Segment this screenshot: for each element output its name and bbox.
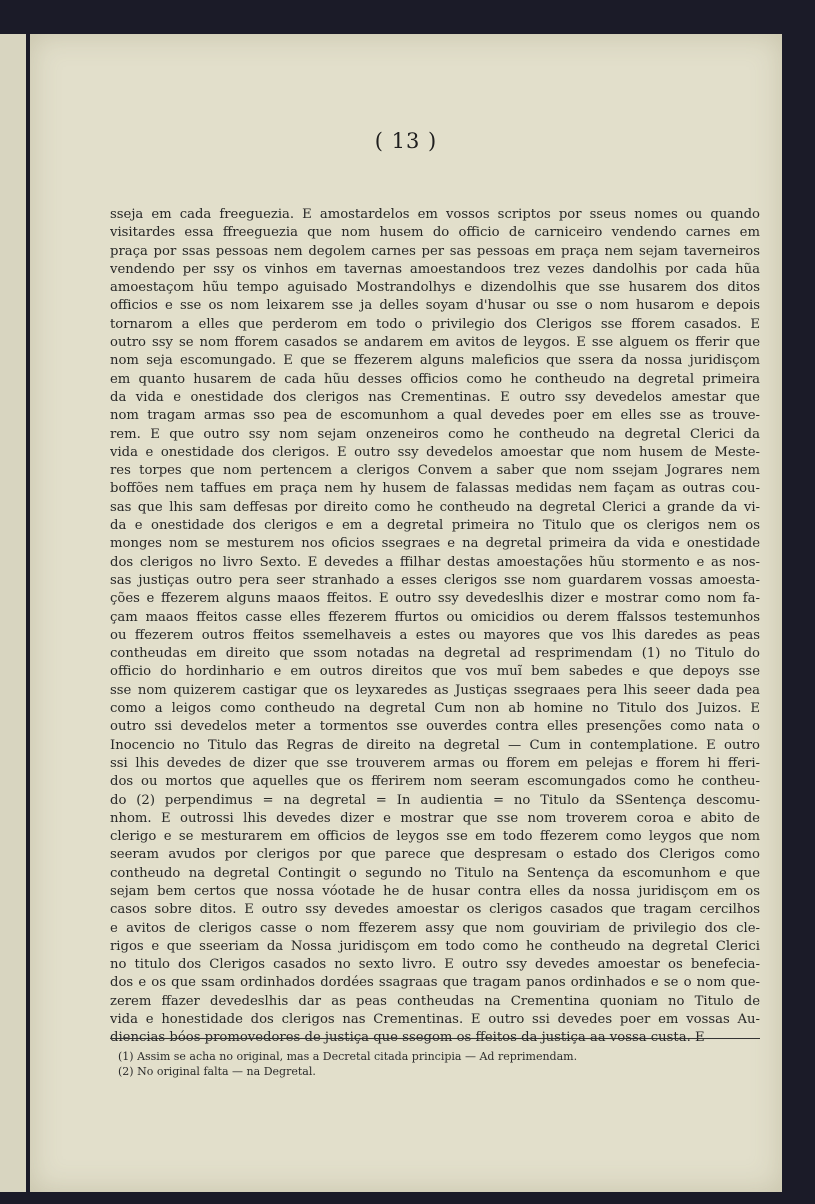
footnote-rule [110, 1038, 760, 1039]
text-line: da e onestidade dos clerigos e em a degretal primeira no Titulo que os clerigos nem os [110, 518, 760, 534]
text-line: clerigo e se mesturarem em officios de leygos sse em todo ffezerem como leygos que nom [110, 829, 760, 845]
text-line: praça por ssas pessoas nem degolem carnes per sas pessoas em praça nem sejam taverneiros [110, 243, 760, 259]
text-line: boffões nem taffues em praça nem hy husem de falassas medidas nem façam as outras cou- [110, 481, 760, 497]
adjacent-page-edge [0, 34, 26, 1192]
text-line: sas justiças outro pera seer stranhado a esses clerigos sse nom guardarem vossas amoesta- [110, 572, 760, 588]
text-line: dos e os que ssam ordinhados dordées ssagraas que tragam panos ordinhados e se o nom que- [110, 975, 760, 991]
text-line: diencias bóos promovedores de justiça que ssegom os ffeitos da justiça aa vossa custa. E [110, 1030, 705, 1046]
text-line: rigos e que sseeriam da Nossa juridisçom em todo como he contheudo na degretal Clerici [110, 938, 760, 954]
text-line: contheudo na degretal Contingit o segundo no Titulo na Sentença da escomunhom e que [110, 865, 760, 881]
text-line: officios e sse os nom leixarem sse ja delles soyam d'husar ou sse o nom husarom e depois [110, 298, 760, 314]
text-line: nhom. E outrossi lhis devedes dizer e mostrar que sse nom troverem coroa e abito de [110, 810, 760, 826]
text-line: contheudas em direito que ssom notadas na degretal ad resprimendam (1) no Titulo do [110, 646, 760, 662]
text-line: res torpes que nom pertencem a clerigos Convem a saber que nom ssejam Jograres nem [110, 463, 760, 479]
text-line: ções e ffezerem alguns maaos ffeitos. E outro ssy devedeslhis dizer e mostrar como nom fa- [110, 591, 760, 607]
text-line: vida e honestidade dos clerigos nas Crementinas. E outro ssi devedes poer em vossas Au- [110, 1012, 760, 1028]
text-line: da vida e onestidade dos clerigos nas Crementinas. E outro ssy devedelos amestar que [110, 389, 760, 405]
footnotes [118, 1049, 758, 1079]
text-line: zerem ffazer devedeslhis dar as peas contheudas na Crementina quoniam no Titulo de [110, 993, 760, 1009]
footnote-1: (1) Assim se acha no original, mas a Decretal citada principia — Ad reprimendam. [118, 1050, 578, 1063]
text-line: sas que lhis sam deffesas por direito como he contheudo na degretal Clerici a grande da vi- [110, 499, 760, 515]
text-line: monges nom se mesturem nos oficios ssegraes e na degretal primeira da vida e onestidade [110, 536, 760, 552]
text-line: outro ssi devedelos meter a tormentos sse ouverdes contra elles presenções como nata o [110, 719, 760, 735]
body-text [110, 206, 760, 1048]
text-line: officio do hordinhario e em outros direitos que vos muĩ bem sabedes e que depoys sse [110, 664, 760, 680]
text-line: nom tragam armas sso pea de escomunhom a qual devedes poer em elles sse as trouve- [110, 408, 760, 424]
page-number: ( 13 ) [374, 129, 438, 153]
text-line: outro ssy se nom fforem casados se andarem em avitos de leygos. E sse alguem os fferir que [110, 335, 760, 351]
text-line: como a leigos como contheudo na degretal Cum non ab homine no Titulo dos Juizos. E [110, 701, 760, 717]
document-page [30, 34, 782, 1192]
text-line: e avitos de clerigos casse o nom ffezerem assy que nom gouviriam de privilegio dos cle- [110, 920, 760, 936]
text-line: casos sobre ditos. E outro ssy devedes amoestar os clerigos casados que tragam cercilhos [110, 902, 760, 918]
text-line: vendendo per ssy os vinhos em tavernas amoestandoos trez vezes dandolhis por cada hũa [110, 261, 760, 277]
text-line: visitardes essa ffreeguezia que nom husem do officio de carniceiro vendendo carnes em [110, 225, 760, 241]
text-line: vida e onestidade dos clerigos. E outro ssy devedelos amoestar que nom husem de Meste- [110, 444, 760, 460]
text-line: rem. E que outro ssy nom sejam onzeneiros como he contheudo na degretal Clerici da [110, 426, 760, 442]
footnote-2: (2) No original falta — na Degretal. [118, 1065, 316, 1078]
text-line: no titulo dos Clerigos casados no sexto livro. E outro ssy devedes amoestar os benefecia- [110, 957, 760, 973]
text-line: sejam bem certos que nossa vóotade he de husar contra elles da nossa juridisçom em os [110, 883, 760, 899]
text-line: tornarom a elles que perderom em todo o privilegio dos Clerigos sse fforem casados. E [110, 316, 760, 332]
text-line: dos ou mortos que aquelles que os fferirem nom seeram escomungados como he contheu- [110, 774, 760, 790]
text-line: nom seja escomungado. E que se ffezerem alguns maleficios que ssera da nossa juridisçom [110, 353, 760, 369]
text-line: çam maaos ffeitos casse elles ffezerem ffurtos ou omicidios ou derem ffalssos testemunhos [110, 609, 760, 625]
text-line: seeram avudos por clerigos por que parece que despresam o estado dos Clerigos como [110, 847, 760, 863]
text-line: ssi lhis devedes de dizer que sse trouverem armas ou fforem em pelejas e fforem hi fferi- [110, 755, 760, 771]
text-line: do (2) perpendimus = na degretal = In audientia = no Titulo da SSentença descomu- [110, 792, 760, 808]
text-line: dos clerigos no livro Sexto. E devedes a ffilhar destas amoestações hũu stormento e as nos- [110, 554, 760, 570]
text-line: em quanto husarem de cada hũu desses officios como he contheudo na degretal primeira [110, 371, 760, 387]
text-line: sse nom quizerem castigar que os leyxaredes as Justiças ssegraaes pera lhis seeer dada pea [110, 682, 760, 698]
text-line: ou ffezerem outros ffeitos ssemelhaveis a estes ou mayores que vos lhis daredes as peas [110, 627, 760, 643]
text-line: sseja em cada freeguezia. E amostardelos em vossos scriptos por sseus nomes ou quando [110, 207, 760, 222]
text-line: amoestaçom hũu tempo aguisado Mostrandolhys e dizendolhis que sse husarem dos ditos [110, 280, 760, 296]
text-line: Inocencio no Titulo das Regras de direito na degretal — Cum in contemplatione. E outro [110, 737, 760, 753]
